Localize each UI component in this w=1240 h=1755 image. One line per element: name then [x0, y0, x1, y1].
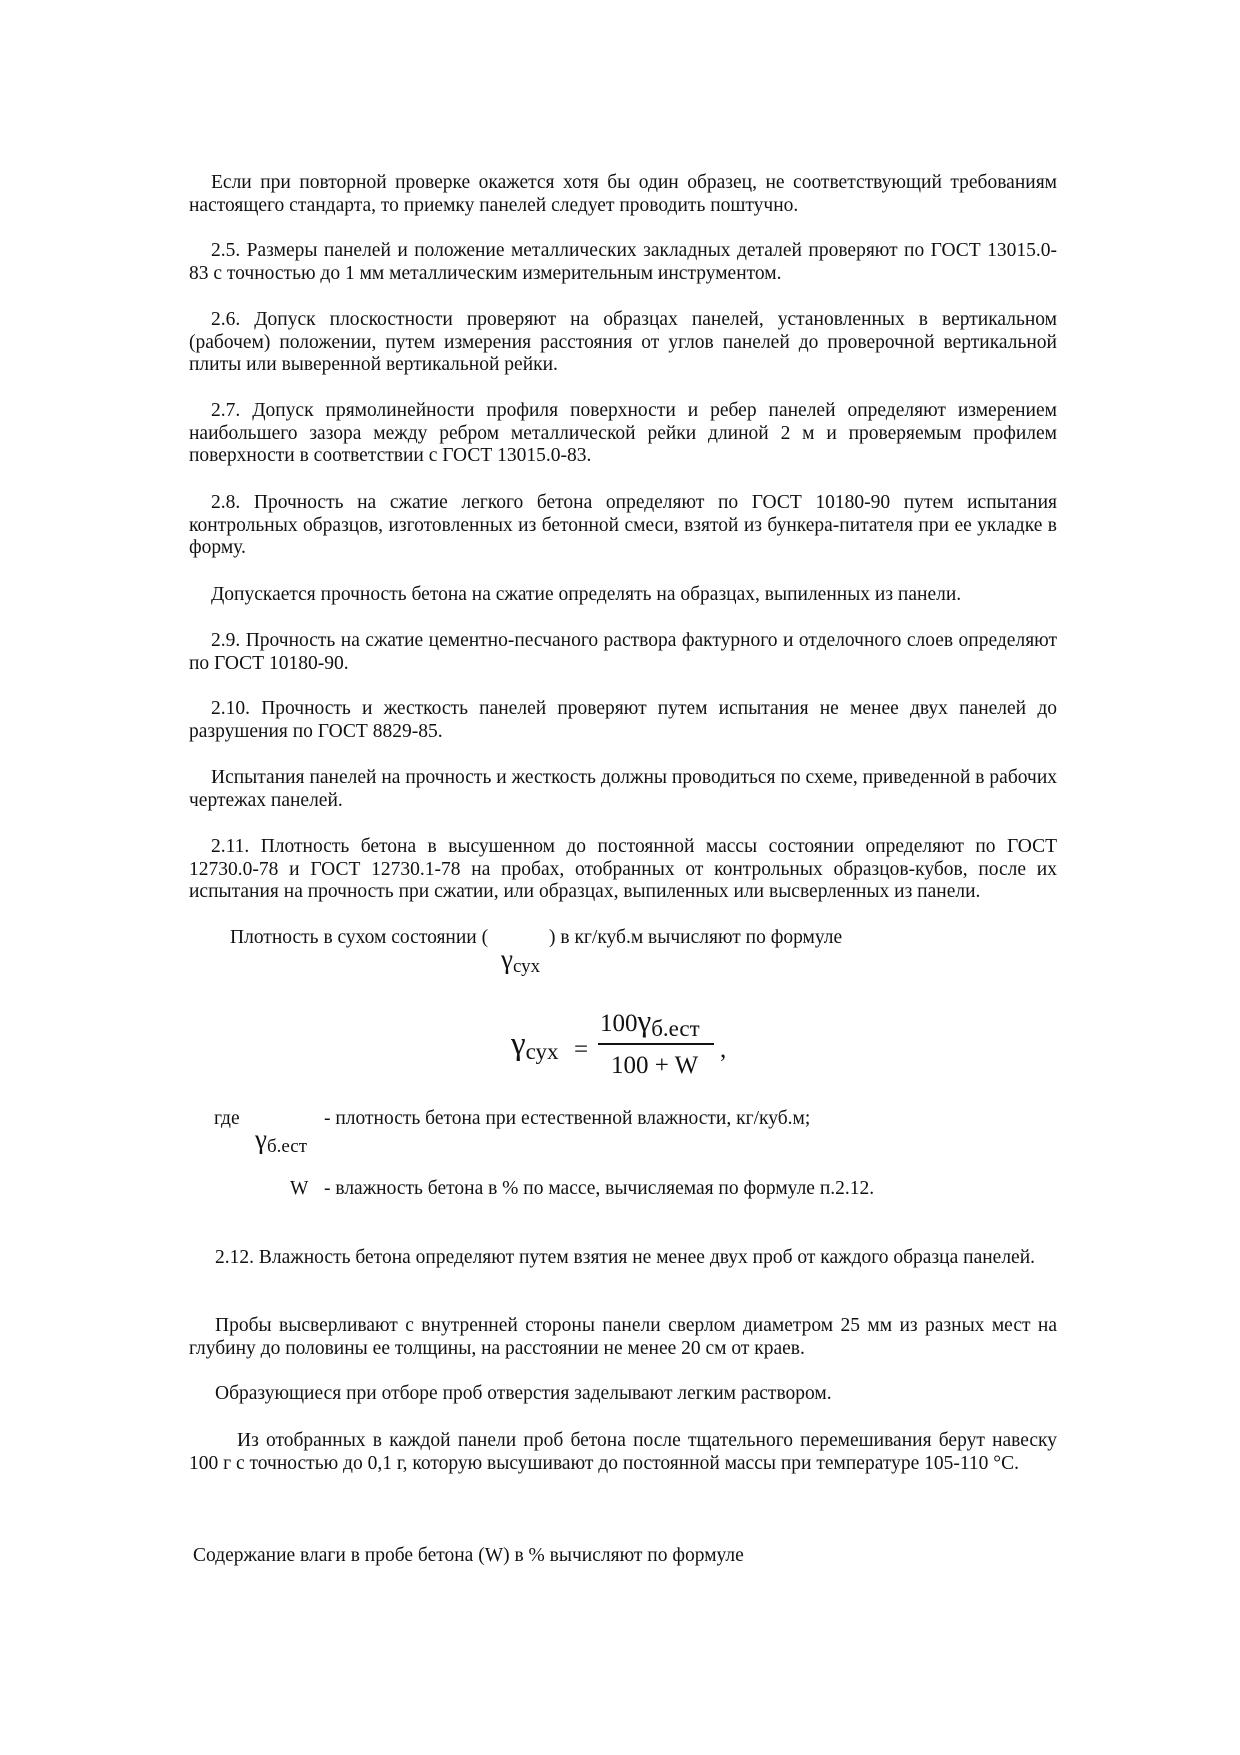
- definition-w: - влажность бетона в % по массе, вычисляемая по формуле п.2.12.: [324, 1178, 875, 1199]
- paragraph-2-12-holes: Образующиеся при отборе проб отверстия заделывают легким раствором.: [215, 1383, 832, 1404]
- density-sentence-end: ) в кг/куб.м вычисляют по формуле: [549, 927, 843, 948]
- numerator-subscript: б.ест: [651, 1016, 700, 1041]
- paragraph-repeat-check: Если при повторной проверке окажется хотя бы один образец, не соответствующий требованиям настоящего стандарта, то приемку панелей следует проводить поштучно.: [189, 172, 1057, 216]
- paragraph-2-9: 2.9. Прочность на сжатие цементно-песчаного раствора фактурного и отделочного слоев определяют по ГОСТ 10180-90.: [189, 630, 1057, 674]
- paragraph-2-8-note: Допускается прочность бетона на сжатие определять на образцах, выпиленных из панели.: [211, 584, 962, 605]
- gamma-nat-symbol: [255, 1124, 307, 1158]
- fraction-bar: [598, 1043, 714, 1045]
- paragraph-2-5: 2.5. Размеры панелей и положение металлических закладных деталей проверяют по ГОСТ 13015.0-83 с точностью до 1 мм металлическим измерительным инструментом.: [189, 240, 1057, 284]
- formula-lhs-subscript: сух: [525, 1039, 559, 1064]
- formula-equals: =: [574, 1036, 589, 1063]
- paragraph-2-10: 2.10. Прочность и жесткость панелей проверяют путем испытания не менее двух панелей до разрушения по ГОСТ 8829-85.: [189, 698, 1057, 742]
- paragraph-2-12-drilling: Пробы высверливают с внутренней стороны панели сверлом диаметром 25 мм из разных мест на глубину до половины ее толщины, на расстоянии не менее 20 см от краев.: [189, 1315, 1057, 1359]
- numerator-gamma: γ: [637, 1003, 652, 1038]
- formula-lhs: [511, 1026, 559, 1065]
- paragraph-2-11: 2.11. Плотность бетона в высушенном до постоянной массы состоянии определяют по ГОСТ 12730.0-78 и ГОСТ 12730.1-78 на пробах, отобранных от контрольных образцов-кубов, после их испытания на прочность при сжатии, или образцах, выпиленных или высверленных из панели.: [189, 836, 1057, 902]
- definition-where: где: [214, 1108, 240, 1129]
- definition-w-symbol: W: [290, 1178, 309, 1199]
- formula-comma: ,: [720, 1036, 727, 1063]
- formula-numerator: [600, 1003, 700, 1042]
- gamma-dry-inline-symbol: [501, 944, 540, 978]
- numerator-coefficient: 100: [600, 1010, 638, 1037]
- gamma-nat-gamma: γ: [255, 1124, 267, 1154]
- gamma-subscript: сух: [512, 956, 541, 977]
- formula-gamma-lhs: γ: [511, 1026, 526, 1062]
- density-sentence-start: Плотность в сухом состоянии (: [230, 927, 489, 948]
- formula-denominator: 100 + W: [611, 1052, 699, 1079]
- paragraph-2-8: 2.8. Прочность на сжатие легкого бетона определяют по ГОСТ 10180-90 путем испытания контрольных образцов, изготовленных из бетонной смеси, взятой из бункера-питателя при ее укладке в форму.: [189, 492, 1057, 558]
- paragraph-2-12: 2.12. Влажность бетона определяют путем взятия не менее двух проб от каждого образца панелей.: [215, 1247, 1036, 1268]
- paragraph-2-10-note: Испытания панелей на прочность и жесткость должны проводиться по схеме, приведенной в рабочих чертежах панелей.: [189, 767, 1057, 811]
- gamma-nat-subscript: б.ест: [266, 1136, 307, 1157]
- moisture-formula-intro: Содержание влаги в пробе бетона (W) в % вычисляют по формуле: [193, 1545, 744, 1566]
- definition-gamma-nat: - плотность бетона при естественной влажности, кг/куб.м;: [324, 1108, 811, 1129]
- paragraph-2-6: 2.6. Допуск плоскостности проверяют на образцах панелей, установленных в вертикальном (рабочем) положении, путем измерения расстояния от углов панелей до проверочной вертикальной плиты или выверенной вертикальной рейки.: [189, 309, 1057, 375]
- gamma-symbol: γ: [501, 944, 513, 974]
- paragraph-2-12-sample: Из отобранных в каждой панели проб бетона после тщательного перемешивания берут навеску 100 г с точностью до 0,1 г, которую высушивают до постоянной массы при температуре 105-110 °С.: [189, 1430, 1057, 1474]
- paragraph-2-7: 2.7. Допуск прямолинейности профиля поверхности и ребер панелей определяют измерением наибольшего зазора между ребром металлической рейки длиной 2 м и проверяемым профилем поверхности в соответствии с ГОСТ 13015.0-83.: [189, 400, 1057, 466]
